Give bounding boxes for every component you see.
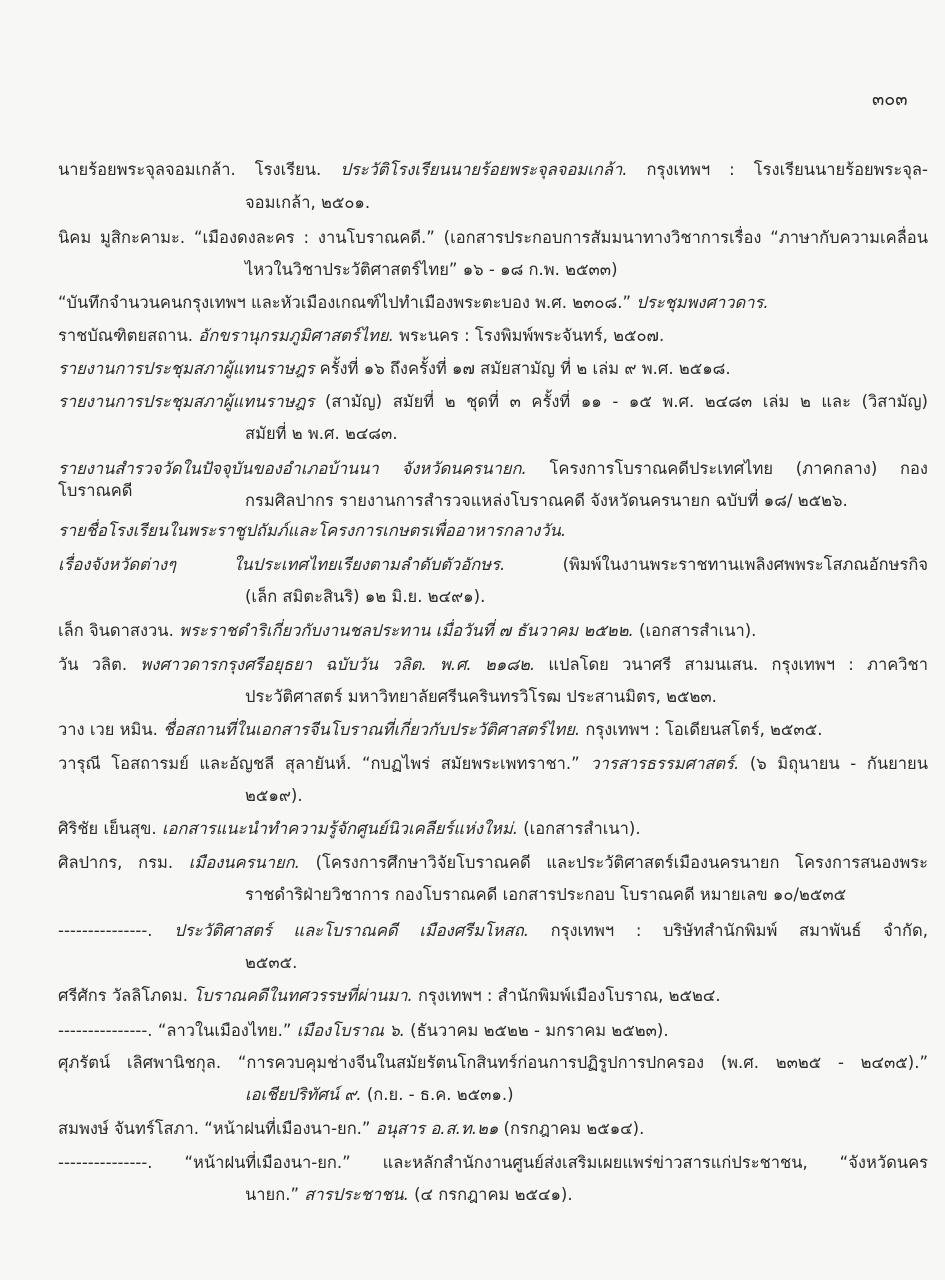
bibliography-entry-continuation [245, 490, 928, 512]
bibliography-entry [58, 719, 928, 741]
entry-text: ไหวในวิชาประวัติศาสตร์ไทย” ๑๖ - ๑๘ ก.พ. ๒๕๓๓) [245, 260, 618, 279]
bibliography-entry [58, 852, 928, 874]
ditto-dash: ---------------. [58, 921, 175, 940]
entry-text: (เล็ก สมิตะสินริ) ๑๒ มิ.ย. ๒๔๙๑). [245, 587, 486, 606]
entry-text: (ก.ย. - ธ.ค. ๒๕๓๑.) [361, 1085, 514, 1104]
entry-title-italic: อนุสาร อ.ส.ท.๒๑ [375, 1119, 499, 1138]
bibliography-entry [58, 818, 928, 840]
entry-title-italic: รายงานการประชุมสภาผู้แทนราษฎร [58, 392, 315, 411]
entry-text: (ธันวาคม ๒๕๒๒ - มกราคม ๒๕๒๓). [404, 1021, 669, 1040]
entry-text: (กรกฎาคม ๒๕๑๔). [498, 1119, 645, 1138]
entry-text: วารุณี โอสถารมย์ และอัญชลี สุลายันห์. “กบฏไพร่ สมัยพระเพทราชา.” [58, 754, 591, 773]
bibliography-entry [58, 654, 928, 676]
entry-text: วัน วลิต. [58, 655, 141, 674]
bibliography-entry-continuation [245, 1184, 928, 1206]
bibliography-entry-continuation [245, 1084, 928, 1106]
bibliography-entry-continuation [245, 423, 928, 445]
bibliography-entry [58, 159, 928, 181]
entry-text: (โครงการศึกษาวิจัยโบราณคดี และประวัติศาสตร์เมืองนครนายก โครงการสนองพระ [299, 853, 928, 872]
bibliography-entry-continuation [245, 884, 928, 906]
bibliography-entry [58, 620, 928, 642]
entry-text: ศรีศักร วัลลิโภดม. [58, 986, 194, 1005]
entry-text: (เอกสารสำเนา). [633, 621, 757, 640]
entry-title-italic: รายงานการประชุมสภาผู้แทนราษฎร [58, 359, 315, 378]
bibliography-entry [58, 1020, 928, 1042]
entry-text: ประวัติศาสตร์ มหาวิทยาลัยศรีนครินทรวิโรฒ ประสานมิตร, ๒๕๒๓. [245, 687, 717, 706]
bibliography-entry-continuation [245, 686, 928, 708]
entry-text: (สามัญ) สมัยที่ ๒ ชุดที่ ๓ ครั้งที่ ๑๑ - ๑๕ พ.ศ. ๒๔๘๓ เล่ม ๒ และ (วิสามัญ) [314, 392, 928, 411]
bibliography-entry [58, 920, 928, 942]
entry-text: “ลาวในเมืองไทย.” [157, 1021, 297, 1040]
entry-text: เล็ก จินดาสงวน. [58, 621, 180, 640]
entry-text: จอมเกล้า, ๒๕๐๑. [245, 193, 371, 212]
entry-text: นายก.” [245, 1185, 305, 1204]
entry-text: ศิริชัย เย็นสุข. [58, 819, 162, 838]
entry-text: ศิลปากร, กรม. [58, 853, 189, 872]
entry-title-italic: เมืองโบราณ ๖. [296, 1021, 405, 1040]
entry-text: “บันทึกจำนวนคนกรุงเทพฯ และหัวเมืองเกณฑ์ไปทำเมืองพระตะบอง พ.ศ. ๒๓๐๘.” [58, 293, 637, 312]
entry-title-italic: เรื่องจังหวัดต่างๆ ในประเทศไทยเรียงตามลำดับตัวอักษร. [58, 555, 506, 574]
bibliography-entry [58, 325, 928, 347]
ditto-dash: ---------------. [58, 1153, 185, 1172]
bibliography-entry [58, 985, 928, 1007]
bibliography-entry [58, 1118, 928, 1140]
entry-text: โครงการโบราณคดีประเทศไทย (ภาคกลาง) กองโบราณคดี [58, 459, 928, 500]
entry-text: ศุภรัตน์ เลิศพานิชกุล. “การควบคุมช่างจีนในสมัยรัตนโกสินทร์ก่อนการปฏิรูปการปกครอง (พ.ศ. ๒๓๒๕ - ๒๔๓๕).” [58, 1053, 928, 1072]
entry-text: สมัยที่ ๒ พ.ศ. ๒๔๘๓. [245, 424, 398, 443]
bibliography-entry-continuation [245, 952, 928, 974]
entry-text: ๒๕๑๙). [245, 786, 303, 805]
entry-title-italic: วารสารธรรมศาสตร์. [590, 754, 740, 773]
bibliography-entry [58, 753, 928, 775]
entry-text: พระนคร : โรงพิมพ์พระจันทร์, ๒๕๐๗. [393, 326, 665, 345]
entry-title-italic: อักขรานุกรมภูมิศาสตร์ไทย. [198, 326, 394, 345]
entry-text: ราชดำริฝ่ายวิชาการ กองโบราณคดี เอกสารประกอบ โบราณคดี หมายเลข ๑๐/๒๕๓๕ [245, 885, 847, 904]
entry-text: “หน้าฝนที่เมืองนา-ยก.” และหลักสำนักงานศูนย์ส่งเสริมเผยแพร่ข่าวสารแก่ประชาชน, “จังหวัดนคร [184, 1153, 928, 1172]
entry-title-italic: ประชุมพงศาวดาร. [636, 293, 769, 312]
ditto-dash: ---------------. [58, 1021, 158, 1040]
entry-text: (๖ มิถุนายน - กันยายน [739, 754, 928, 773]
entry-title-italic: พงศาวดารกรุงศรีอยุธยา ฉบับวัน วลิต. พ.ศ. ๒๑๘๒. [140, 655, 536, 674]
bibliography-entry-continuation [245, 586, 928, 608]
entry-title-italic: เอเชียปริทัศน์ ๙. [245, 1085, 362, 1104]
entry-title-italic: โบราณคดีในทศวรรษที่ผ่านมา. [193, 986, 413, 1005]
entry-title-italic: รายงานสำรวจวัดในปัจจุบันของอำเภอบ้านนา จังหวัดนครนายก. [58, 459, 527, 478]
entry-text: กรุงเทพฯ : โอเดียนสโตร์, ๒๕๓๕. [580, 720, 823, 739]
bibliography-entry-continuation [245, 785, 928, 807]
bibliography-entry-continuation [245, 192, 928, 214]
bibliography-entry [58, 1052, 928, 1074]
entry-title-italic: เอกสารแนะนำทำความรู้จักศูนย์นิวเคลียร์แห่งใหม่. [161, 819, 518, 838]
bibliography-entry [58, 391, 928, 413]
entry-text: (๔ กรกฎาคม ๒๕๔๑). [408, 1185, 573, 1204]
entry-title-italic: รายชื่อโรงเรียนในพระราชูปถัมภ์และโครงการเกษตรเพื่ออาหารกลางวัน. [58, 521, 567, 540]
entry-text: วาง เวย หมิน. [58, 720, 164, 739]
entry-text: กรุงเทพฯ : โรงเรียนนายร้อยพระจุล- [627, 160, 928, 179]
bibliography-entry [58, 1152, 928, 1174]
entry-text: สมพงษ์ จันทร์โสภา. “หน้าฝนที่เมืองนา-ยก.” [58, 1119, 376, 1138]
entry-text: นายร้อยพระจุลจอมเกล้า. โรงเรียน. [58, 160, 341, 179]
entry-title-italic: พระราชดำริเกี่ยวกับงานชลประทาน เมื่อวันที่ ๗ ธันวาคม ๒๕๒๒. [179, 621, 634, 640]
bibliography-entry [58, 358, 928, 380]
bibliography-entry-continuation [245, 259, 928, 281]
entry-title-italic: ประวัติโรงเรียนนายร้อยพระจุลจอมเกล้า. [340, 160, 628, 179]
page-number: ๓๐๓ [872, 89, 908, 110]
entry-text: นิคม มูสิกะคามะ. “เมืองดงละคร : งานโบราณคดี.” (เอกสารประกอบการสัมมนาทางวิชาการเรื่อง “ภาษากับความเคลื่อน [58, 228, 928, 247]
entry-text: (พิมพ์ในงานพระราชทานเพลิงศพพระโสภณอักษรกิจ [505, 555, 928, 574]
entry-title-italic: เมืองนครนายก. [188, 853, 300, 872]
bibliography-entry [58, 292, 928, 314]
entry-text: แปลโดย วนาศรี สามนเสน. กรุงเทพฯ : ภาควิชา [535, 655, 929, 674]
entry-text: ราชบัณฑิตยสถาน. [58, 326, 199, 345]
entry-text: ๒๕๓๕. [245, 953, 298, 972]
bibliography-entry [58, 227, 928, 249]
entry-text: กรุงเทพฯ : บริษัทสำนักพิมพ์ สมาพันธ์ จำกัด, [528, 921, 928, 940]
bibliography-entry [58, 554, 928, 576]
entry-text: กรุงเทพฯ : สำนักพิมพ์เมืองโบราณ, ๒๕๒๔. [412, 986, 721, 1005]
entry-title-italic: ประวัติศาสตร์ และโบราณคดี เมืองศรีมโหสถ. [174, 921, 529, 940]
entry-text: ครั้งที่ ๑๖ ถึงครั้งที่ ๑๗ สมัยสามัญ ที่ ๒ เล่ม ๙ พ.ศ. ๒๕๑๘. [314, 359, 731, 378]
entry-text: (เอกสารสำเนา). [517, 819, 641, 838]
bibliography-entry [58, 520, 928, 542]
entry-title-italic: สารประชาชน. [304, 1185, 409, 1204]
entry-text: กรมศิลปากร รายงานการสำรวจแหล่งโบราณคดี จังหวัดนครนายก ฉบับที่ ๑๘/ ๒๕๒๖. [245, 491, 848, 510]
entry-title-italic: ชื่อสถานที่ในเอกสารจีนโบราณที่เกี่ยวกับประวัติศาสตร์ไทย. [163, 720, 581, 739]
